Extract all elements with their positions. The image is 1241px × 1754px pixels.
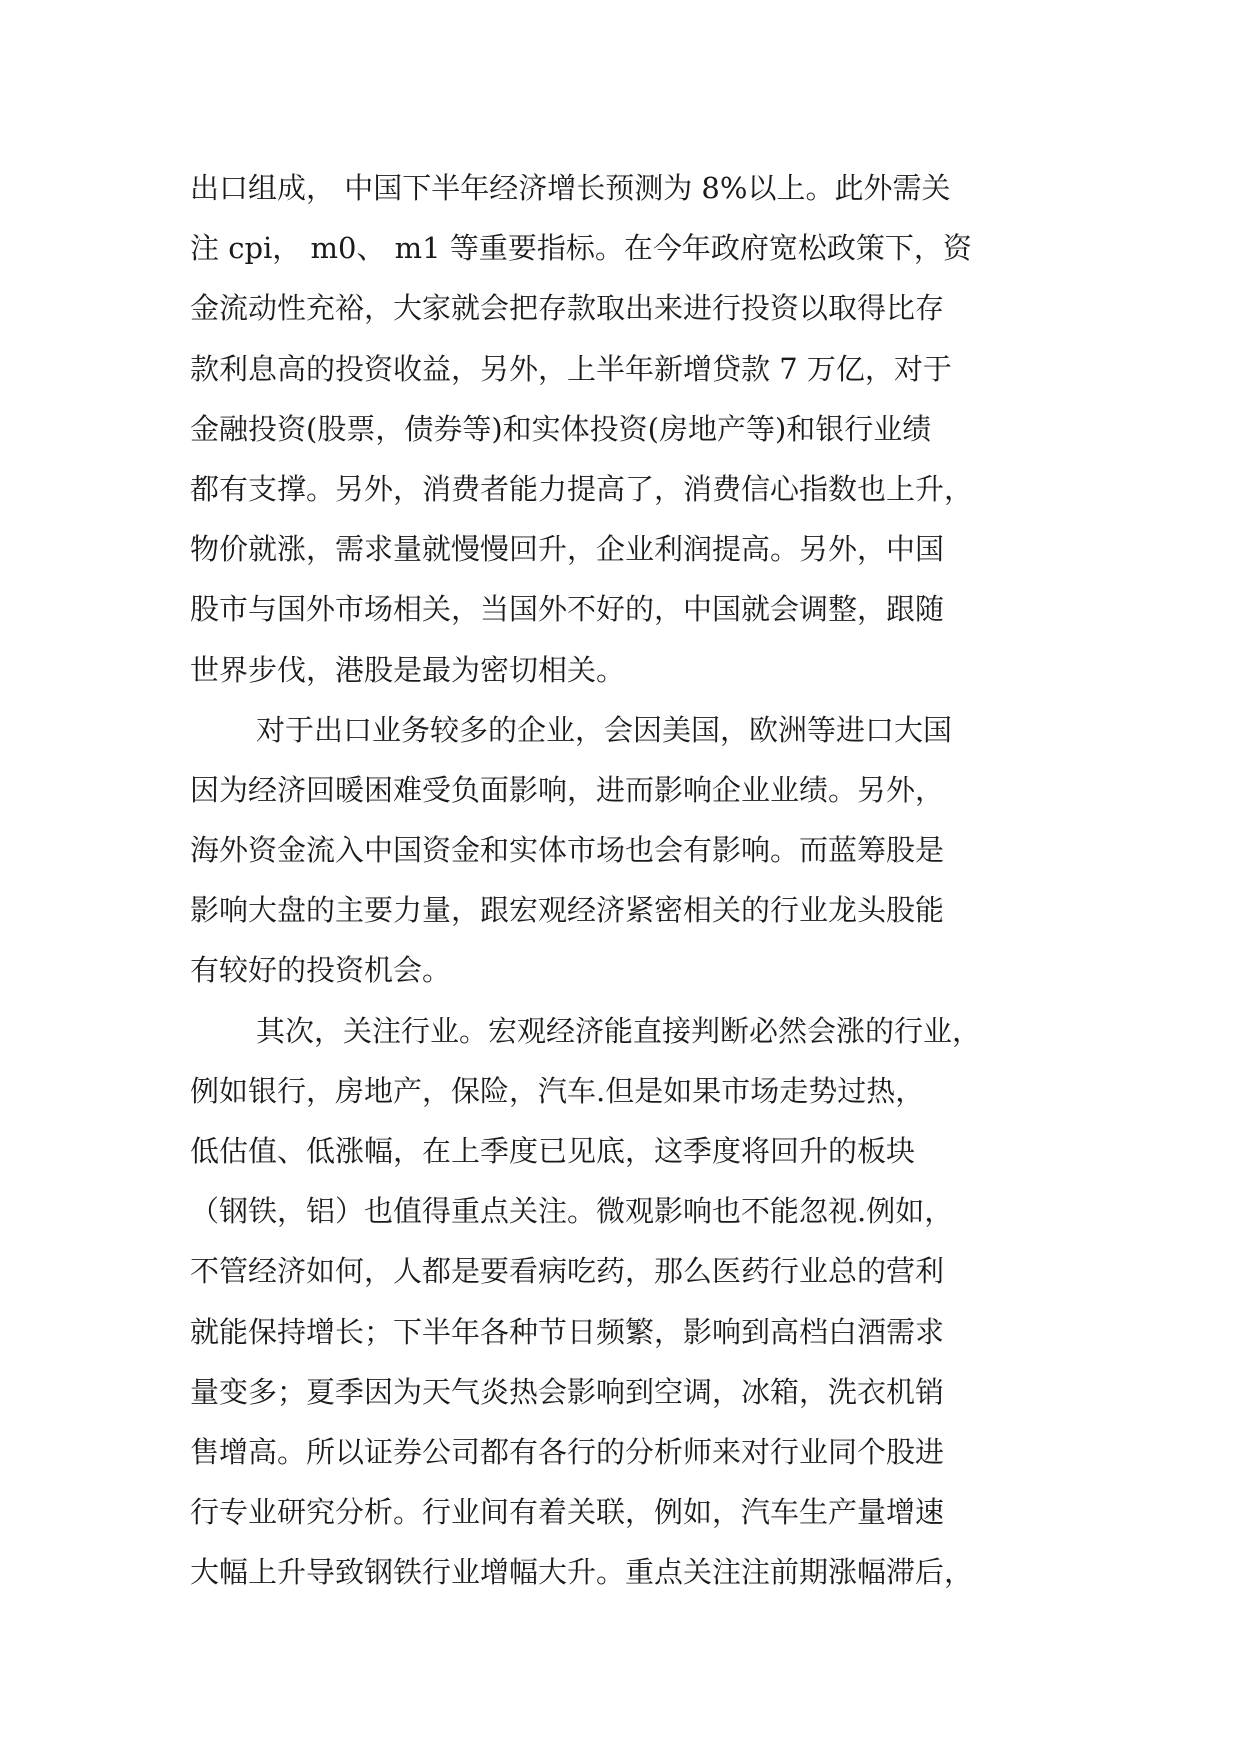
text-line: 因为经济回暖困难受负面影响，进而影响企业业绩。另外， [190,772,945,807]
text-line: 物价就涨，需求量就慢慢回升，企业利润提高。另外，中国 [190,532,945,567]
paragraph-1 [190,158,1060,700]
document-body [190,158,1060,1603]
text-line: 出口组成， 中国下半年经济增长预测为 8%以上。此外需关 [190,171,951,205]
text-line: 例如银行，房地产，保险，汽车.但是如果市场走势过热， [190,1073,925,1108]
text-line: 股市与国外市场相关，当国外不好的，中国就会调整，跟随 [190,592,945,627]
text-line: 海外资金流入中国资金和实体市场也会有影响。而蓝筹股是 [190,833,945,868]
paragraph-3 [190,1001,1060,1603]
text-line: 影响大盘的主要力量，跟宏观经济紧密相关的行业龙头股能 [190,893,945,928]
text-line: 款利息高的投资收益，另外，上半年新增贷款 7 万亿，对于 [190,351,952,386]
text-line: 售增高。所以证券公司都有各行的分析师来对行业同个股进 [190,1434,945,1469]
text-line: （钢铁，铝）也值得重点关注。微观影响也不能忽视.例如， [190,1194,954,1229]
text-line: 就能保持增长；下半年各种节日频繁，影响到高档白酒需求 [190,1314,945,1349]
text-line: 金融投资(股票，债券等)和实体投资(房地产等)和银行业绩 [190,411,932,446]
text-line: 行专业研究分析。行业间有着关联，例如，汽车生产量增速 [190,1495,945,1530]
text-line: 世界步伐，港股是最为密切相关。 [190,652,626,687]
text-line: 量变多；夏季因为天气炎热会影响到空调，冰箱，洗衣机销 [190,1374,945,1409]
text-line: 有较好的投资机会。 [190,953,452,988]
text-line: 其次，关注行业。宏观经济能直接判断必然会涨的行业， [256,1013,982,1048]
paragraph-2 [190,700,1060,1001]
text-line: 都有支撑。另外，消费者能力提高了，消费信心指数也上升， [190,471,974,506]
text-line: 不管经济如何，人都是要看病吃药，那么医药行业总的营利 [190,1254,945,1289]
text-line: 低估值、低涨幅，在上季度已见底，这季度将回升的板块 [190,1134,916,1168]
text-line: 注 cpi， m0、 m1 等重要指标。在今年政府宽松政策下，资 [190,231,972,266]
text-line: 对于出口业务较多的企业，会因美国，欧洲等进口大国 [256,712,953,747]
text-line: 大幅上升导致钢铁行业增幅大升。重点关注注前期涨幅滞后， [190,1555,974,1590]
text-line: 金流动性充裕，大家就会把存款取出来进行投资以取得比存 [190,291,945,326]
